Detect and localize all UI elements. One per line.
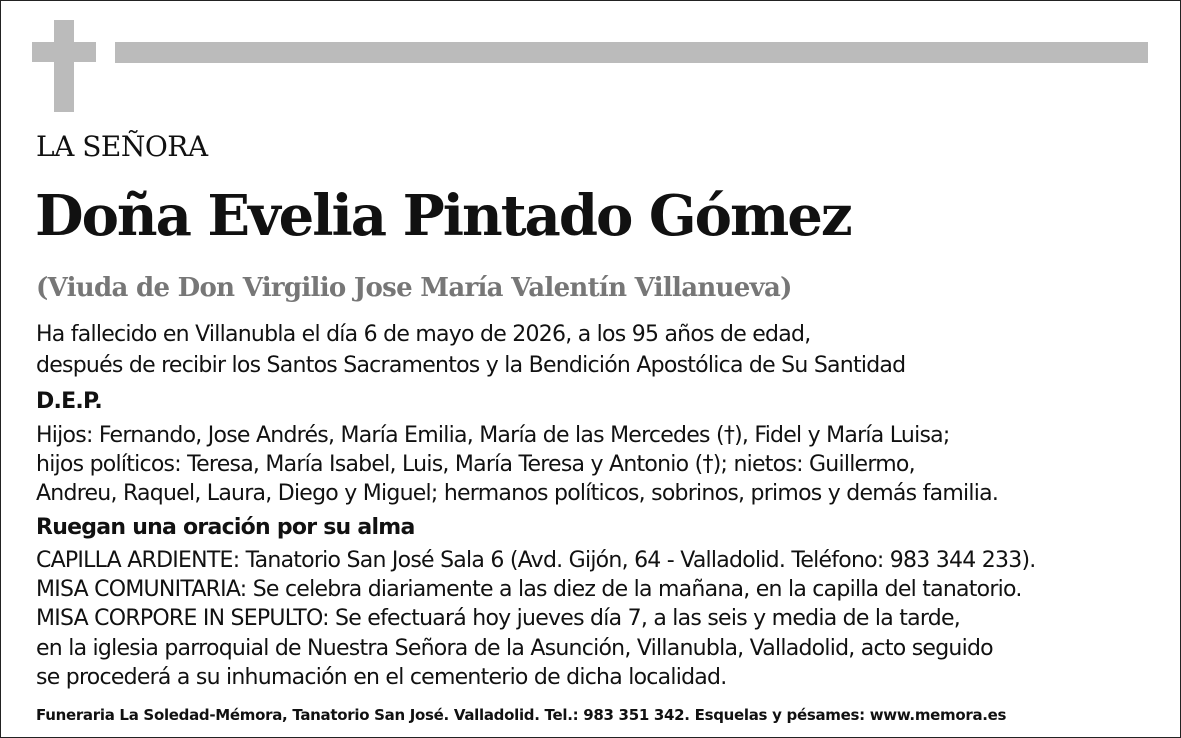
- rip-text: D.E.P.: [36, 389, 102, 414]
- announcement-line-2: después de recibir los Santos Sacramentos y la Bendición Apostólica de Su Santidad: [36, 353, 906, 378]
- family-line-3: Andreu, Raquel, Laura, Diego y Miguel; hermanos políticos, sobrinos, primos y demás familia.: [36, 481, 999, 506]
- header-rule: [115, 42, 1148, 63]
- cross-icon: [54, 20, 74, 112]
- services-line-1: CAPILLA ARDIENTE: Tanatorio San José Sala 6 (Avd. Gijón, 64 - Valladolid. Teléfono: 983 344 233).: [36, 548, 1036, 573]
- funeral-home-footer: Funeraria La Soledad-Mémora, Tanatorio San José. Valladolid. Tel.: 983 351 342. Esquelas y pésames: www.memora.es: [36, 706, 1007, 724]
- cross-icon-arm: [32, 42, 96, 62]
- services-line-5: se procederá a su inhumación en el cementerio de dicha localidad.: [36, 665, 727, 690]
- services-line-3: MISA CORPORE IN SEPULTO: Se efectuará hoy jueves día 7, a las seis y media de la tarde,: [36, 606, 961, 631]
- services-line-4: en la iglesia parroquial de Nuestra Señora de la Asunción, Villanubla, Valladolid, acto seguido: [36, 636, 993, 661]
- services-line-2: MISA COMUNITARIA: Se celebra diariamente a las diez de la mañana, en la capilla del tanatorio.: [36, 577, 1022, 602]
- prayer-request: Ruegan una oración por su alma: [36, 515, 415, 540]
- announcement-line-1: Ha fallecido en Villanubla el día 6 de mayo de 2026, a los 95 años de edad,: [36, 322, 811, 347]
- spouse-subtitle: (Viuda de Don Virgilio Jose María Valentín Villanueva): [36, 273, 792, 303]
- family-line-1: Hijos: Fernando, Jose Andrés, María Emilia, María de las Mercedes (†), Fidel y María Luisa;: [36, 423, 950, 448]
- family-line-2: hijos políticos: Teresa, María Isabel, Luis, María Teresa y Antonio (†); nietos: Guillermo,: [36, 452, 915, 477]
- title-prefix: LA SEÑORA: [36, 130, 208, 163]
- deceased-name: Doña Evelia Pintado Gómez: [35, 183, 851, 249]
